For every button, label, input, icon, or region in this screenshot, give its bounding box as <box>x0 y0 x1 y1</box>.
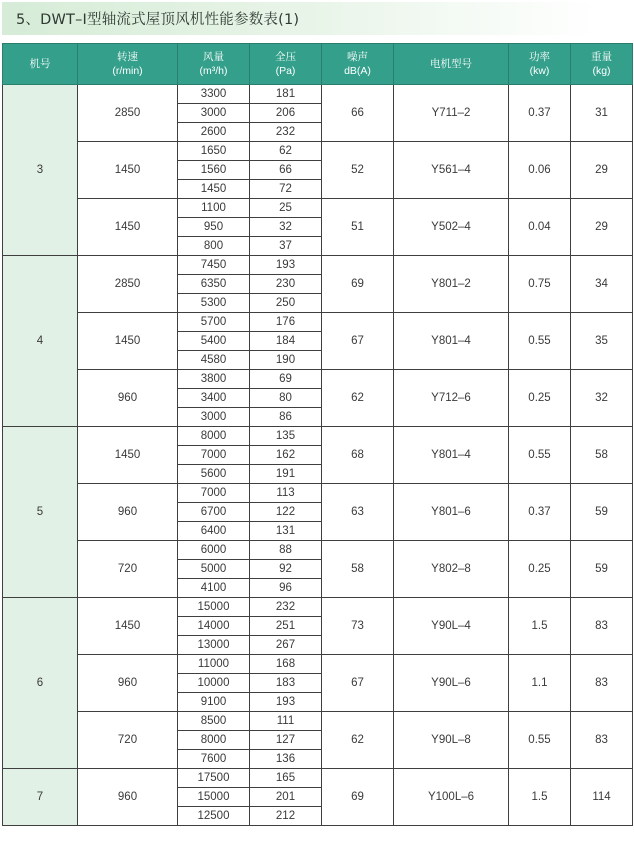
air-flow-cell: 3000 <box>178 408 250 427</box>
pressure-cell: 190 <box>250 351 322 370</box>
header-row <box>3 44 633 85</box>
noise-cell: 62 <box>322 370 394 427</box>
weight-cell: 83 <box>571 712 633 769</box>
pressure-cell: 37 <box>250 237 322 256</box>
pressure-cell: 191 <box>250 465 322 484</box>
air-flow-cell: 3300 <box>178 85 250 104</box>
air-flow-cell: 9100 <box>178 693 250 712</box>
air-flow-cell: 14000 <box>178 617 250 636</box>
weight-cell: 59 <box>571 484 633 541</box>
pressure-cell: 32 <box>250 218 322 237</box>
weight-cell: 34 <box>571 256 633 313</box>
air-flow-cell: 6700 <box>178 503 250 522</box>
air-flow-cell: 4100 <box>178 579 250 598</box>
header-model-no: 机号 <box>3 44 78 85</box>
power-cell: 0.55 <box>509 712 571 769</box>
pressure-cell: 181 <box>250 85 322 104</box>
motor-model-cell: Y90L–6 <box>394 655 509 712</box>
motor-model-cell: Y502–4 <box>394 199 509 256</box>
motor-model-cell: Y90L–8 <box>394 712 509 769</box>
air-flow-cell: 8000 <box>178 427 250 446</box>
table-header <box>3 44 633 85</box>
air-flow-cell: 5300 <box>178 294 250 313</box>
pressure-cell: 193 <box>250 256 322 275</box>
air-flow-cell: 15000 <box>178 788 250 807</box>
motor-model-cell: Y100L–6 <box>394 769 509 826</box>
noise-cell: 62 <box>322 712 394 769</box>
speed-cell: 2850 <box>78 85 178 142</box>
noise-cell: 52 <box>322 142 394 199</box>
weight-cell: 59 <box>571 541 633 598</box>
air-flow-cell: 1560 <box>178 161 250 180</box>
header-motor-model: 电机型号 <box>394 44 509 85</box>
speed-cell: 1450 <box>78 427 178 484</box>
table-row <box>3 655 633 674</box>
table-row <box>3 199 633 218</box>
table-row <box>3 484 633 503</box>
model-number-cell: 7 <box>3 769 78 826</box>
air-flow-cell: 5000 <box>178 560 250 579</box>
pressure-cell: 136 <box>250 750 322 769</box>
weight-cell: 58 <box>571 427 633 484</box>
pressure-cell: 201 <box>250 788 322 807</box>
power-cell: 0.37 <box>509 484 571 541</box>
air-flow-cell: 5400 <box>178 332 250 351</box>
table-row <box>3 598 633 617</box>
speed-cell: 1450 <box>78 598 178 655</box>
pressure-cell: 25 <box>250 199 322 218</box>
noise-cell: 51 <box>322 199 394 256</box>
pressure-cell: 251 <box>250 617 322 636</box>
air-flow-cell: 15000 <box>178 598 250 617</box>
weight-cell: 83 <box>571 598 633 655</box>
speed-cell: 960 <box>78 655 178 712</box>
noise-cell: 69 <box>322 769 394 826</box>
weight-cell: 29 <box>571 199 633 256</box>
air-flow-cell: 3400 <box>178 389 250 408</box>
speed-cell: 2850 <box>78 256 178 313</box>
power-cell: 0.55 <box>509 313 571 370</box>
motor-model-cell: Y711–2 <box>394 85 509 142</box>
table-row <box>3 427 633 446</box>
pressure-cell: 80 <box>250 389 322 408</box>
air-flow-cell: 7600 <box>178 750 250 769</box>
page-title: 5、DWT–I型轴流式屋顶风机性能参数表(1) <box>16 12 300 28</box>
pressure-cell: 183 <box>250 674 322 693</box>
pressure-cell: 206 <box>250 104 322 123</box>
model-number-cell: 3 <box>3 85 78 256</box>
air-flow-cell: 1100 <box>178 199 250 218</box>
section-title-bar <box>2 2 600 35</box>
pressure-cell: 111 <box>250 712 322 731</box>
table-row <box>3 769 633 788</box>
pressure-cell: 127 <box>250 731 322 750</box>
air-flow-cell: 1650 <box>178 142 250 161</box>
table-row <box>3 712 633 731</box>
table-row <box>3 313 633 332</box>
noise-cell: 67 <box>322 655 394 712</box>
pressure-cell: 88 <box>250 541 322 560</box>
pressure-cell: 250 <box>250 294 322 313</box>
pressure-cell: 86 <box>250 408 322 427</box>
noise-cell: 73 <box>322 598 394 655</box>
pressure-cell: 267 <box>250 636 322 655</box>
power-cell: 0.04 <box>509 199 571 256</box>
model-number-cell: 4 <box>3 256 78 427</box>
power-cell: 0.37 <box>509 85 571 142</box>
noise-cell: 63 <box>322 484 394 541</box>
motor-model-cell: Y801–4 <box>394 427 509 484</box>
table-row <box>3 142 633 161</box>
noise-cell: 69 <box>322 256 394 313</box>
pressure-cell: 162 <box>250 446 322 465</box>
header-air-flow: 风量 (m³/h) <box>178 44 250 85</box>
pressure-cell: 232 <box>250 123 322 142</box>
power-cell: 0.25 <box>509 370 571 427</box>
header-speed: 转速 (r/min) <box>78 44 178 85</box>
fan-performance-table <box>2 43 633 826</box>
noise-cell: 68 <box>322 427 394 484</box>
air-flow-cell: 7000 <box>178 446 250 465</box>
motor-model-cell: Y561–4 <box>394 142 509 199</box>
weight-cell: 31 <box>571 85 633 142</box>
power-cell: 0.55 <box>509 427 571 484</box>
header-power: 功率 (kw) <box>509 44 571 85</box>
pressure-cell: 176 <box>250 313 322 332</box>
speed-cell: 960 <box>78 370 178 427</box>
motor-model-cell: Y802–8 <box>394 541 509 598</box>
speed-cell: 1450 <box>78 142 178 199</box>
motor-model-cell: Y801–4 <box>394 313 509 370</box>
air-flow-cell: 950 <box>178 218 250 237</box>
speed-cell: 960 <box>78 484 178 541</box>
pressure-cell: 135 <box>250 427 322 446</box>
noise-cell: 67 <box>322 313 394 370</box>
pressure-cell: 230 <box>250 275 322 294</box>
table-body <box>3 85 633 826</box>
air-flow-cell: 8000 <box>178 731 250 750</box>
pressure-cell: 232 <box>250 598 322 617</box>
air-flow-cell: 6400 <box>178 522 250 541</box>
header-weight: 重量 (kg) <box>571 44 633 85</box>
air-flow-cell: 5700 <box>178 313 250 332</box>
pressure-cell: 131 <box>250 522 322 541</box>
speed-cell: 720 <box>78 712 178 769</box>
air-flow-cell: 800 <box>178 237 250 256</box>
power-cell: 0.06 <box>509 142 571 199</box>
speed-cell: 960 <box>78 769 178 826</box>
pressure-cell: 96 <box>250 579 322 598</box>
air-flow-cell: 8500 <box>178 712 250 731</box>
air-flow-cell: 3800 <box>178 370 250 389</box>
weight-cell: 114 <box>571 769 633 826</box>
pressure-cell: 92 <box>250 560 322 579</box>
pressure-cell: 184 <box>250 332 322 351</box>
motor-model-cell: Y90L–4 <box>394 598 509 655</box>
power-cell: 0.75 <box>509 256 571 313</box>
air-flow-cell: 13000 <box>178 636 250 655</box>
air-flow-cell: 1450 <box>178 180 250 199</box>
pressure-cell: 168 <box>250 655 322 674</box>
speed-cell: 1450 <box>78 313 178 370</box>
speed-cell: 720 <box>78 541 178 598</box>
power-cell: 1.5 <box>509 598 571 655</box>
power-cell: 1.1 <box>509 655 571 712</box>
air-flow-cell: 10000 <box>178 674 250 693</box>
pressure-cell: 69 <box>250 370 322 389</box>
table-row <box>3 85 633 104</box>
air-flow-cell: 2600 <box>178 123 250 142</box>
pressure-cell: 193 <box>250 693 322 712</box>
motor-model-cell: Y801–6 <box>394 484 509 541</box>
weight-cell: 83 <box>571 655 633 712</box>
air-flow-cell: 7450 <box>178 256 250 275</box>
air-flow-cell: 7000 <box>178 484 250 503</box>
air-flow-cell: 11000 <box>178 655 250 674</box>
air-flow-cell: 12500 <box>178 807 250 826</box>
air-flow-cell: 6000 <box>178 541 250 560</box>
air-flow-cell: 6350 <box>178 275 250 294</box>
air-flow-cell: 4580 <box>178 351 250 370</box>
table-row <box>3 370 633 389</box>
power-cell: 0.25 <box>509 541 571 598</box>
table-row <box>3 256 633 275</box>
pressure-cell: 66 <box>250 161 322 180</box>
pressure-cell: 212 <box>250 807 322 826</box>
pressure-cell: 62 <box>250 142 322 161</box>
pressure-cell: 122 <box>250 503 322 522</box>
model-number-cell: 6 <box>3 598 78 769</box>
air-flow-cell: 17500 <box>178 769 250 788</box>
air-flow-cell: 3000 <box>178 104 250 123</box>
weight-cell: 29 <box>571 142 633 199</box>
pressure-cell: 113 <box>250 484 322 503</box>
pressure-cell: 165 <box>250 769 322 788</box>
noise-cell: 58 <box>322 541 394 598</box>
header-total-pressure: 全压 (Pa) <box>250 44 322 85</box>
weight-cell: 35 <box>571 313 633 370</box>
model-number-cell: 5 <box>3 427 78 598</box>
noise-cell: 66 <box>322 85 394 142</box>
header-noise: 噪声 dB(A) <box>322 44 394 85</box>
motor-model-cell: Y712–6 <box>394 370 509 427</box>
pressure-cell: 72 <box>250 180 322 199</box>
air-flow-cell: 5600 <box>178 465 250 484</box>
speed-cell: 1450 <box>78 199 178 256</box>
power-cell: 1.5 <box>509 769 571 826</box>
weight-cell: 32 <box>571 370 633 427</box>
table-row <box>3 541 633 560</box>
motor-model-cell: Y801–2 <box>394 256 509 313</box>
